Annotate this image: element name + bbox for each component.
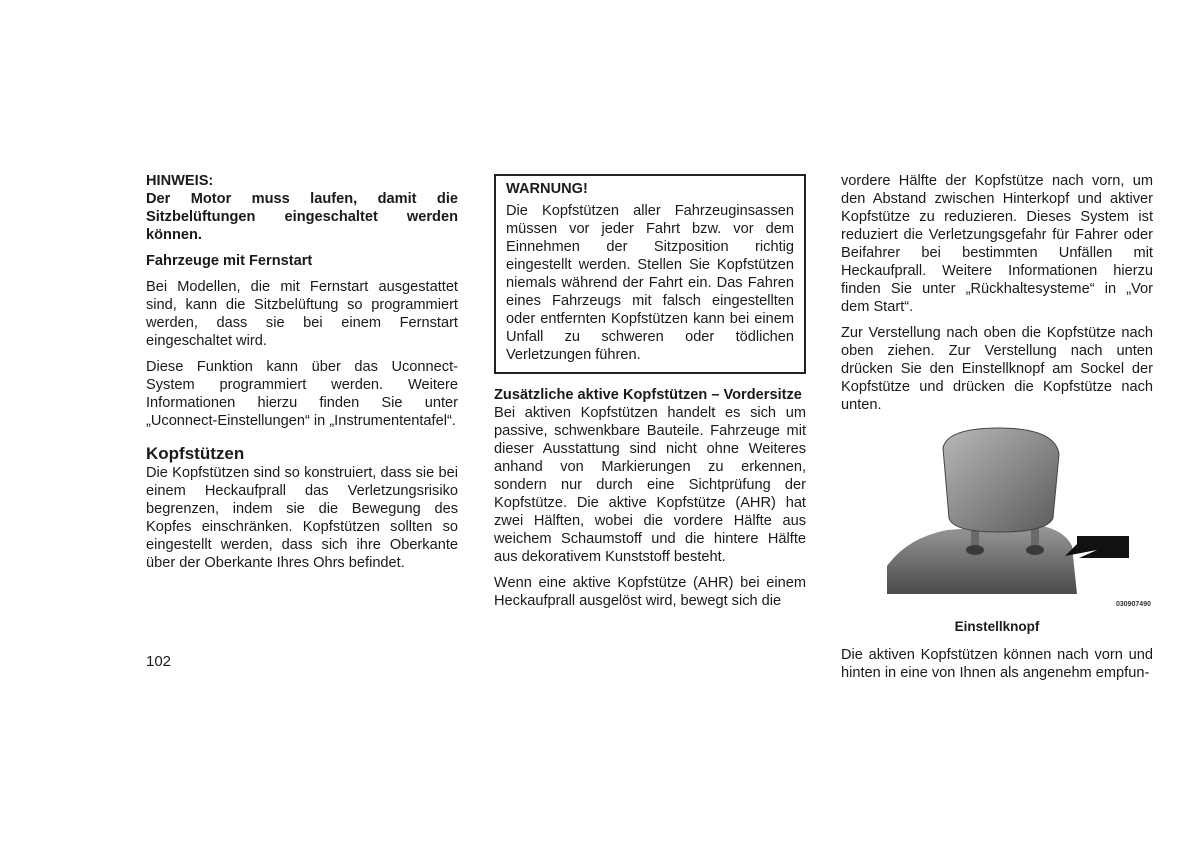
remote-start-paragraph-1: Bei Modellen, die mit Fernstart ausgestattet sind, kann die Sitzbelüftung so programmiert werden, dass sie bei einem Fernstart eingeschaltet wird. [146,279,458,349]
active-head-restraints-heading: Zusätzliche aktive Kopfstützen – Vordersitze [494,387,802,403]
head-restraint-illustration [887,426,1151,594]
warning-text: Die Kopfstützen aller Fahrzeuginsassen müssen vor jeder Fahrt bzw. vor dem Einnehmen der Sitzposition richtig eingestellt werden. Stellen Sie Kopfstützen niemals während der Fahrt ein. Das Fahren eines Fahrzeugs mit falsch eingestellten oder entfernten Kopfstützen kann bei einem Unfall zu schweren oder tödlichen Verletzungen führen. [506,203,794,363]
warning-title: WARNUNG! [506,181,588,197]
figure-caption: Einstellknopf [954,619,1040,634]
column-right [841,172,1153,682]
page-number: 102 [146,653,172,670]
figure-id: 030907490 [1115,601,1151,608]
head-restraint-figure [841,426,1153,616]
right-paragraph-2: Zur Verstellung nach oben die Kopfstütze nach oben ziehen. Zur Verstellung nach unten drücken Sie den Einstellknopf am Sockel der Kopfstütze und drücken die Kopfstütze nach unten. [841,325,1153,413]
remote-start-heading: Fahrzeuge mit Fernstart [146,253,313,269]
column-left [146,172,458,572]
note-text: Der Motor muss laufen, damit die Sitzbelüftungen eingeschaltet werden können. [146,191,458,243]
note-title: HINWEIS: [146,173,214,189]
active-head-restraints-paragraph-2: Wenn eine aktive Kopfstütze (AHR) bei einem Heckaufprall ausgelöst wird, bewegt sich die [494,575,806,609]
head-restraints-heading: Kopfstützen [146,444,245,463]
column-middle [494,174,806,610]
warning-box [494,174,806,374]
head-restraints-paragraph: Die Kopfstützen sind so konstruiert, dass sie bei einem Heckaufprall das Verletzungsrisiko begrenzen, indem sie die Bewegung des Kopfes einschränken. Kopfstützen sollten so eingestellt werden, dass sich ihre Oberkante über der Oberkante Ihres Ohrs befindet. [146,465,458,571]
right-paragraph-3: Die aktiven Kopfstützen können nach vorn und hinten in eine von Ihnen als angenehm empfun- [841,647,1153,681]
active-head-restraints-paragraph-1: Bei aktiven Kopfstützen handelt es sich um passive, schwenkbare Bauteile. Fahrzeuge mit dieser Ausstattung sind nicht ohne Weiteres anhand von Markierungen zu erkennen, sondern nur durch eine Sichtprüfung der Kopfstütze. Die aktive Kopfstütze (AHR) hat zwei Hälften, wobei die vordere Hälfte aus weichem Schaumstoff und die hintere Hälfte aus dekorativem Kunststoff besteht. [494,405,806,565]
remote-start-paragraph-2: Diese Funktion kann über das Uconnect-System programmiert werden. Weitere Informationen hierzu finden Sie unter „Uconnect-Einstellungen“ in „Instrumententafel“. [146,359,458,429]
right-paragraph-1: vordere Hälfte der Kopfstütze nach vorn, um den Abstand zwischen Hinterkopf und aktiver Kopfstütze zu reduzieren. Dieses System ist reduziert die Verletzungsgefahr für Fahrer oder Beifahrer bei bestimmten Unfällen mit Heckaufprall. Weitere Informationen hierzu finden Sie unter „Rückhaltesysteme“ in „Vor dem Start“. [841,173,1153,315]
